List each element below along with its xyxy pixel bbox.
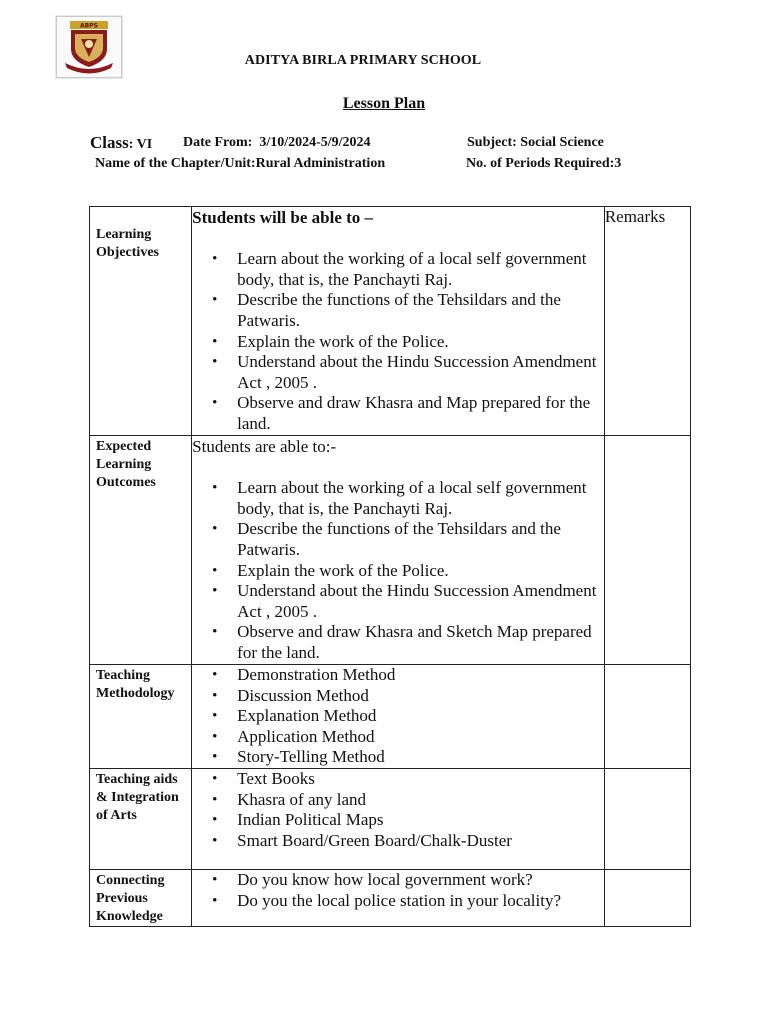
row-label-line: Knowledge bbox=[96, 909, 163, 924]
list-item: • Do you the local police station in your locality? bbox=[237, 891, 604, 912]
outcomes-list bbox=[192, 478, 604, 663]
row-label-cell bbox=[90, 769, 192, 870]
class-field bbox=[90, 133, 152, 153]
previous-knowledge-list bbox=[192, 870, 604, 911]
row-label-line: Teaching aids bbox=[96, 772, 178, 787]
row-label bbox=[90, 436, 191, 492]
row-label-line: Methodology bbox=[96, 686, 175, 701]
periods-value: 3 bbox=[614, 156, 622, 171]
objectives-list bbox=[192, 249, 604, 434]
table-row-learning-objectives bbox=[90, 207, 691, 436]
chapter-value: Rural Administration bbox=[255, 156, 386, 171]
row-label-line: of Arts bbox=[96, 808, 137, 823]
row-label-line: Outcomes bbox=[96, 475, 156, 490]
chapter-field bbox=[95, 156, 385, 172]
row-heading: Students are able to:- bbox=[192, 437, 337, 456]
list-item: • Observe and draw Khasra and Sketch Map prepared for the land. bbox=[237, 622, 604, 663]
list-item: • Do you know how local government work? bbox=[237, 870, 604, 891]
row-label-line: Objectives bbox=[96, 245, 159, 260]
remarks-cell bbox=[604, 769, 690, 870]
remarks-cell bbox=[604, 665, 690, 769]
list-item: • Describe the functions of the Tehsildars and the Patwaris. bbox=[237, 290, 604, 331]
chapter-label: Name of the Chapter/Unit: bbox=[95, 156, 256, 171]
document-title bbox=[0, 95, 768, 113]
list-item: • Khasra of any land bbox=[237, 790, 604, 811]
list-item: • Text Books bbox=[237, 769, 604, 790]
row-label bbox=[90, 207, 191, 262]
periods-field bbox=[466, 156, 621, 172]
list-item: • Indian Political Maps bbox=[237, 810, 604, 831]
row-label-cell bbox=[90, 207, 192, 436]
class-value: : VI bbox=[128, 137, 153, 152]
row-label-line: Learning bbox=[96, 457, 152, 472]
table-row-learning-outcomes bbox=[90, 436, 691, 665]
row-content-cell bbox=[192, 870, 605, 927]
list-item: • Explain the work of the Police. bbox=[237, 332, 604, 353]
document-title-text: Lesson Plan bbox=[342, 95, 426, 112]
remarks-cell bbox=[604, 436, 690, 665]
table-row-teaching-aids bbox=[90, 769, 691, 870]
list-item: • Discussion Method bbox=[237, 686, 604, 707]
row-label-line: Connecting bbox=[96, 873, 165, 888]
list-item: • Learn about the working of a local self government body, that is, the Panchayti Raj. bbox=[237, 478, 604, 519]
svg-text:ABPS: ABPS bbox=[80, 22, 98, 30]
list-item: • Smart Board/Green Board/Chalk-Duster bbox=[237, 831, 604, 852]
row-label bbox=[90, 870, 191, 926]
list-item: • Explanation Method bbox=[237, 706, 604, 727]
list-item: • Story-Telling Method bbox=[237, 747, 604, 768]
remarks-header: Remarks bbox=[604, 207, 690, 436]
list-item: • Describe the functions of the Tehsildars and the Patwaris. bbox=[237, 519, 604, 560]
list-item: • Application Method bbox=[237, 727, 604, 748]
subject-value: Social Science bbox=[520, 135, 604, 150]
row-content-cell bbox=[192, 769, 605, 870]
class-label: Class bbox=[90, 133, 129, 152]
row-label bbox=[90, 665, 191, 703]
list-item: • Demonstration Method bbox=[237, 665, 604, 686]
periods-label: No. of Periods Required: bbox=[466, 156, 615, 171]
row-content-cell bbox=[192, 665, 605, 769]
lesson-plan-table bbox=[89, 206, 691, 927]
row-label-cell bbox=[90, 665, 192, 769]
date-field bbox=[183, 135, 371, 151]
spacer bbox=[192, 229, 604, 250]
remarks-cell bbox=[604, 870, 690, 927]
row-label-line: Teaching bbox=[96, 668, 150, 683]
list-item: • Understand about the Hindu Succession Amendment Act , 2005 . bbox=[237, 352, 604, 393]
list-item: • Explain the work of the Police. bbox=[237, 561, 604, 582]
list-item: • Observe and draw Khasra and Map prepared for the land. bbox=[237, 393, 604, 434]
row-heading: Students will be able to – bbox=[192, 208, 374, 227]
row-label-line: Previous bbox=[96, 891, 148, 906]
row-content-cell bbox=[192, 207, 605, 436]
teaching-aids-list bbox=[192, 769, 604, 851]
table-row-previous-knowledge bbox=[90, 870, 691, 927]
subject-field bbox=[467, 135, 604, 151]
methodology-list bbox=[192, 665, 604, 768]
row-label-line: Learning bbox=[96, 227, 152, 242]
date-label: Date From: bbox=[183, 135, 253, 150]
table-row-teaching-methodology bbox=[90, 665, 691, 769]
row-label-cell bbox=[90, 870, 192, 927]
date-value: 3/10/2024-5/9/2024 bbox=[259, 135, 371, 150]
spacer bbox=[192, 458, 604, 479]
row-label-line: Expected bbox=[96, 439, 152, 454]
row-label bbox=[90, 769, 191, 825]
subject-label: Subject: bbox=[467, 135, 517, 150]
list-item: • Learn about the working of a local self government body, that is, the Panchayti Raj. bbox=[237, 249, 604, 290]
row-label-cell bbox=[90, 436, 192, 665]
list-item: • Understand about the Hindu Succession Amendment Act , 2005 . bbox=[237, 581, 604, 622]
row-content-cell bbox=[192, 436, 605, 665]
row-label-line: & Integration bbox=[96, 790, 179, 805]
school-name: ADITYA BIRLA PRIMARY SCHOOL bbox=[244, 53, 482, 68]
